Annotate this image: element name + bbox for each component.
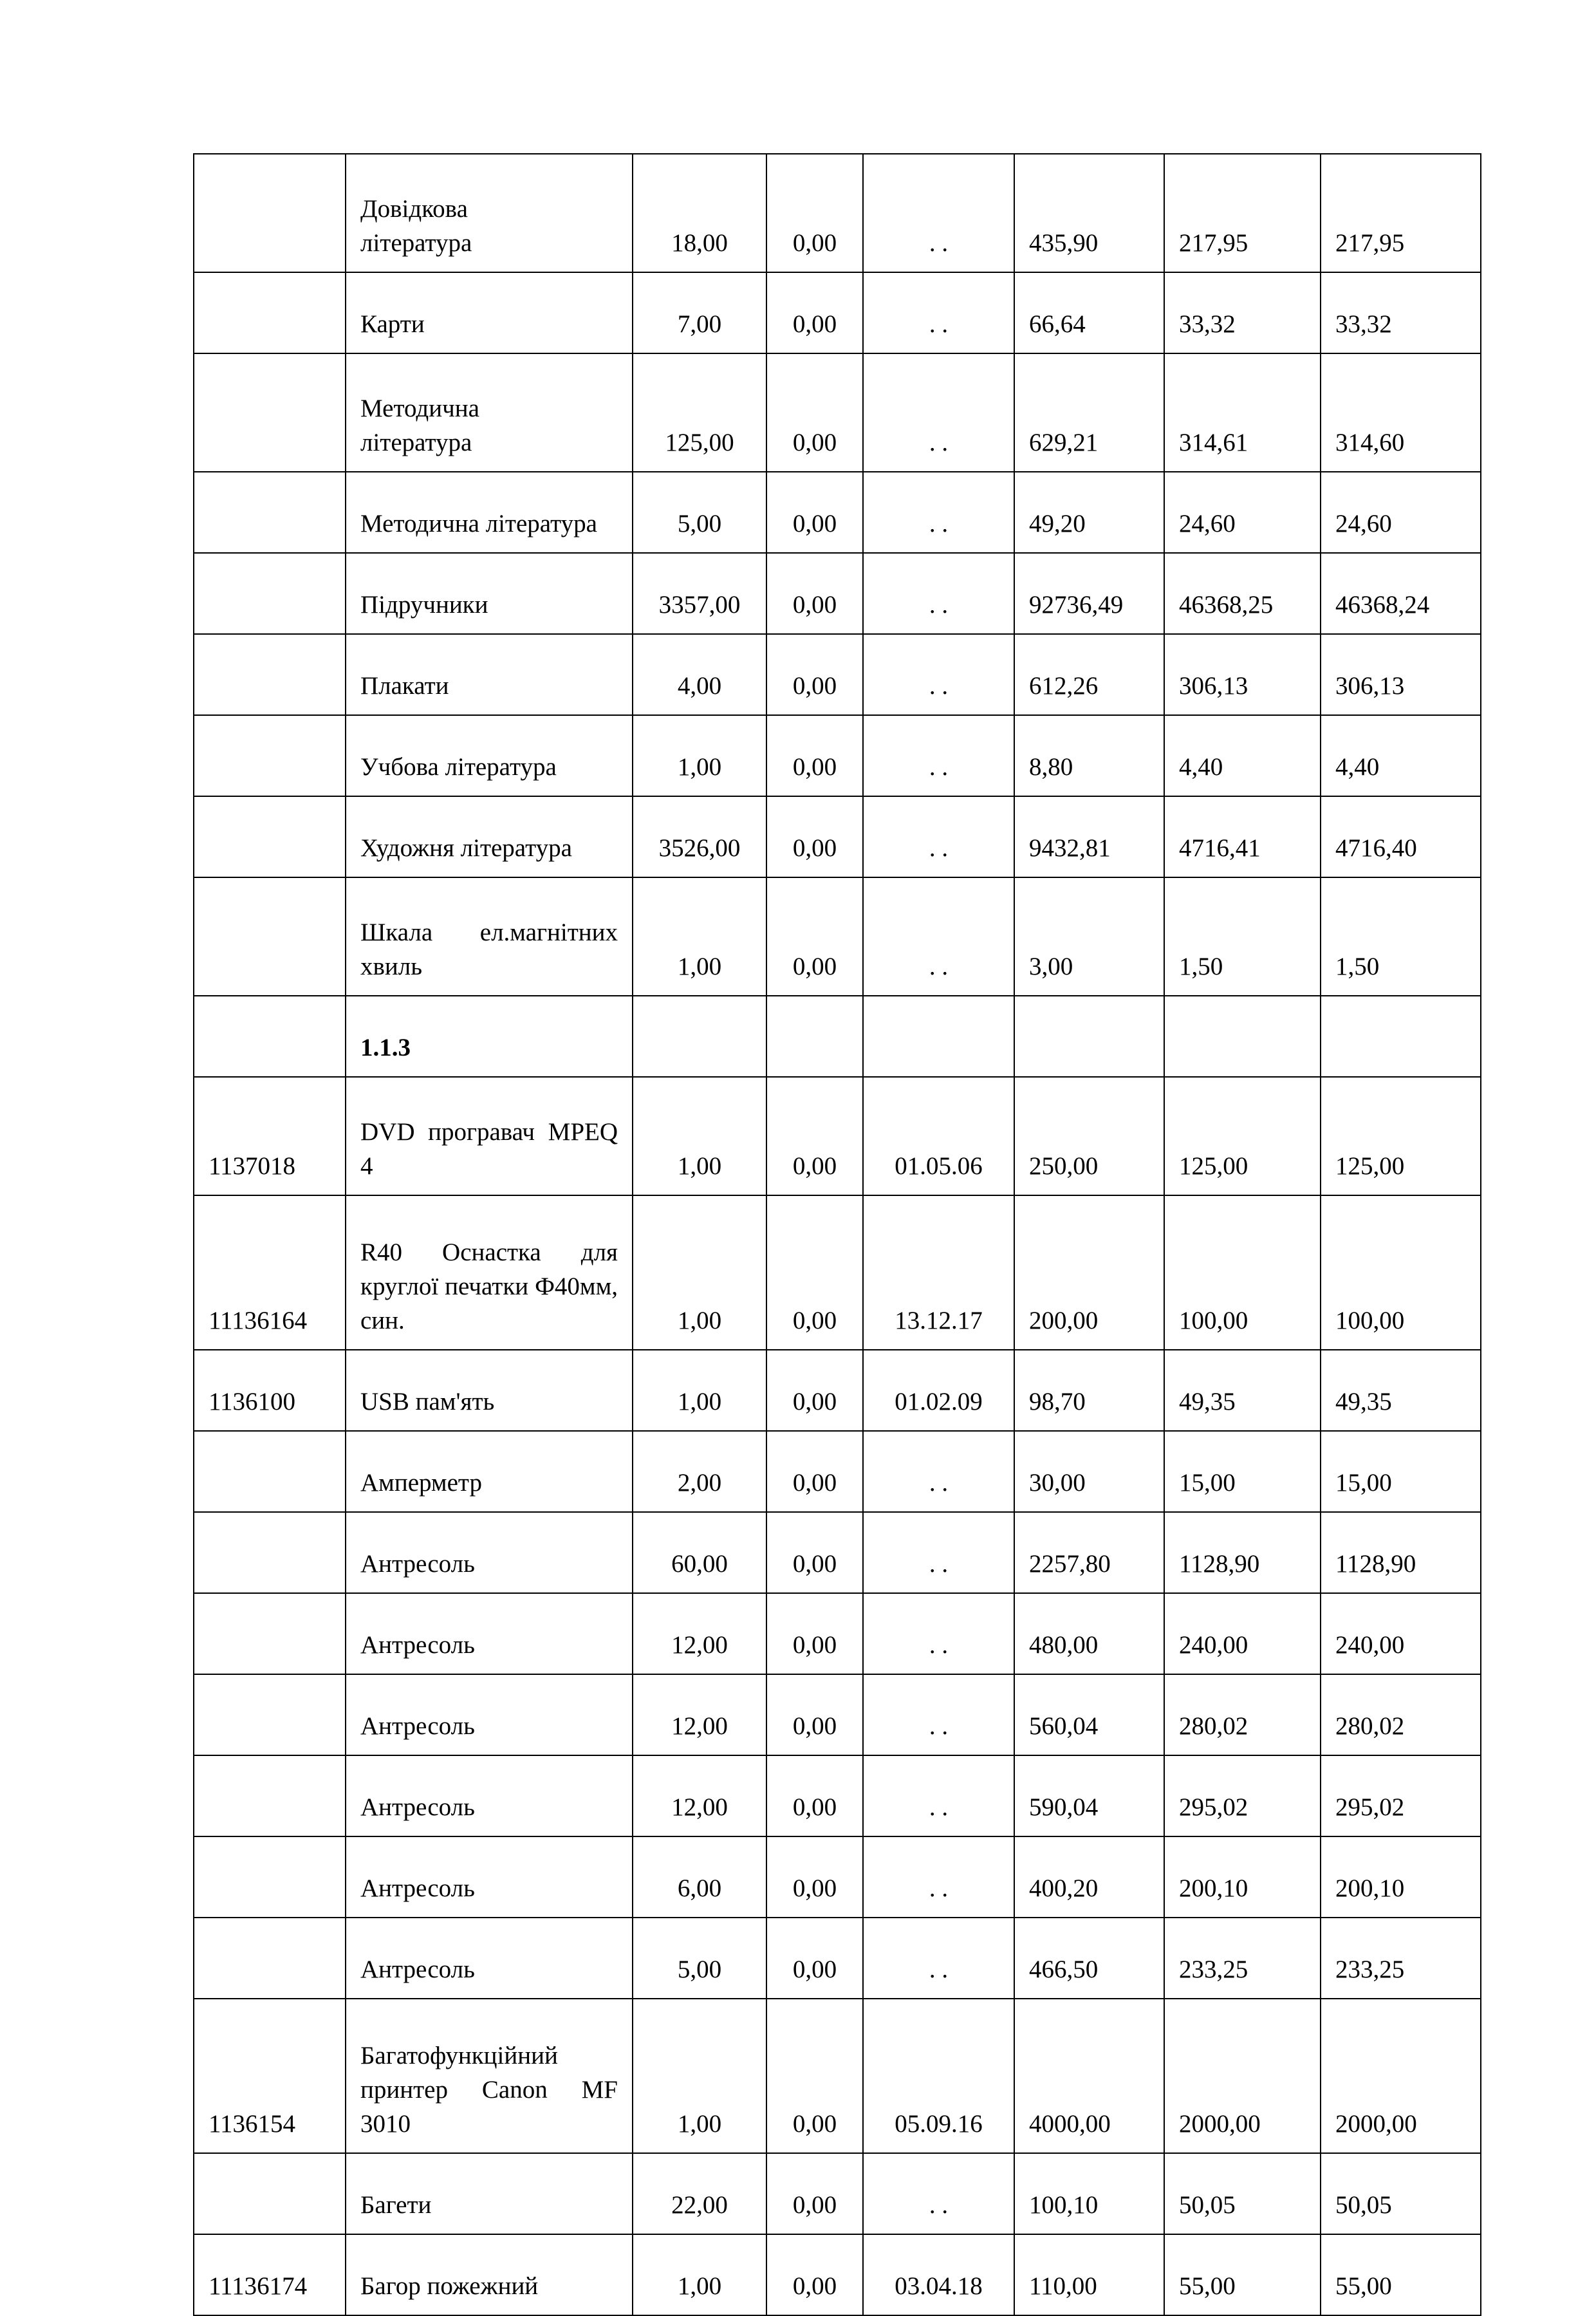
inventory-code-cell <box>194 715 346 796</box>
value-half-2-cell: 1128,90 <box>1321 1512 1481 1593</box>
quantity-extra-cell: 0,00 <box>766 2234 863 2315</box>
item-name-cell: Антресоль <box>346 1836 633 1918</box>
date-cell <box>863 996 1014 1077</box>
table-row <box>194 472 1481 553</box>
date-cell: 01.05.06 <box>863 1077 1014 1195</box>
total-value-cell: 200,00 <box>1014 1195 1164 1350</box>
inventory-code-cell: 1136100 <box>194 1350 346 1431</box>
inventory-code-cell: 1137018 <box>194 1077 346 1195</box>
date-cell: 05.09.16 <box>863 1999 1014 2153</box>
total-value-cell: 8,80 <box>1014 715 1164 796</box>
inventory-code-cell <box>194 1431 346 1512</box>
quantity-extra-cell: 0,00 <box>766 877 863 996</box>
value-half-2-cell: 33,32 <box>1321 272 1481 353</box>
value-half-1-cell: 306,13 <box>1164 634 1321 715</box>
value-half-1-cell: 1,50 <box>1164 877 1321 996</box>
quantity-extra-cell: 0,00 <box>766 1918 863 1999</box>
value-half-1-cell: 240,00 <box>1164 1593 1321 1674</box>
quantity-cell: 1,00 <box>633 1195 766 1350</box>
value-half-2-cell: 125,00 <box>1321 1077 1481 1195</box>
table-row <box>194 1755 1481 1836</box>
table-row <box>194 796 1481 877</box>
value-half-2-cell: 55,00 <box>1321 2234 1481 2315</box>
quantity-cell: 3526,00 <box>633 796 766 877</box>
item-name-cell: Амперметр <box>346 1431 633 1512</box>
quantity-extra-cell: 0,00 <box>766 1077 863 1195</box>
inventory-code-cell <box>194 1836 346 1918</box>
date-cell: . . <box>863 634 1014 715</box>
item-name-cell: Плакати <box>346 634 633 715</box>
value-half-1-cell: 4716,41 <box>1164 796 1321 877</box>
date-cell: . . <box>863 1593 1014 1674</box>
item-name-cell: USB пам'ять <box>346 1350 633 1431</box>
item-name-cell: Учбова література <box>346 715 633 796</box>
value-half-1-cell: 280,02 <box>1164 1674 1321 1755</box>
value-half-1-cell: 295,02 <box>1164 1755 1321 1836</box>
value-half-1-cell: 50,05 <box>1164 2153 1321 2234</box>
date-cell: . . <box>863 2153 1014 2234</box>
value-half-2-cell: 314,60 <box>1321 353 1481 472</box>
item-name-cell: Багор пожежний <box>346 2234 633 2315</box>
quantity-extra-cell: 0,00 <box>766 154 863 272</box>
total-value-cell: 250,00 <box>1014 1077 1164 1195</box>
total-value-cell: 466,50 <box>1014 1918 1164 1999</box>
item-name-cell: Багети <box>346 2153 633 2234</box>
total-value-cell: 49,20 <box>1014 472 1164 553</box>
quantity-extra-cell: 0,00 <box>766 2153 863 2234</box>
table-row <box>194 553 1481 634</box>
table-row <box>194 1350 1481 1431</box>
table-row <box>194 877 1481 996</box>
quantity-cell: 3357,00 <box>633 553 766 634</box>
value-half-2-cell: 15,00 <box>1321 1431 1481 1512</box>
total-value-cell: 629,21 <box>1014 353 1164 472</box>
total-value-cell: 9432,81 <box>1014 796 1164 877</box>
inventory-code-cell <box>194 272 346 353</box>
value-half-2-cell: 4,40 <box>1321 715 1481 796</box>
inventory-code-cell: 1136154 <box>194 1999 346 2153</box>
item-name-cell: Художня література <box>346 796 633 877</box>
date-cell: . . <box>863 1512 1014 1593</box>
date-cell: . . <box>863 1755 1014 1836</box>
value-half-1-cell: 1128,90 <box>1164 1512 1321 1593</box>
value-half-1-cell: 49,35 <box>1164 1350 1321 1431</box>
item-name-cell: DVD програвач MPEQ 4 <box>346 1077 633 1195</box>
quantity-cell: 2,00 <box>633 1431 766 1512</box>
value-half-2-cell: 100,00 <box>1321 1195 1481 1350</box>
value-half-2-cell: 200,10 <box>1321 1836 1481 1918</box>
inventory-table-body <box>194 154 1481 2315</box>
inventory-code-cell <box>194 1755 346 1836</box>
value-half-2-cell <box>1321 996 1481 1077</box>
value-half-1-cell: 46368,25 <box>1164 553 1321 634</box>
quantity-cell: 1,00 <box>633 877 766 996</box>
total-value-cell: 612,26 <box>1014 634 1164 715</box>
inventory-code-cell <box>194 1593 346 1674</box>
quantity-cell: 22,00 <box>633 2153 766 2234</box>
quantity-extra-cell: 0,00 <box>766 1195 863 1350</box>
quantity-cell: 18,00 <box>633 154 766 272</box>
inventory-code-cell <box>194 1674 346 1755</box>
quantity-extra-cell: 0,00 <box>766 715 863 796</box>
quantity-cell: 1,00 <box>633 1077 766 1195</box>
quantity-extra-cell: 0,00 <box>766 1999 863 2153</box>
item-name-cell: Довідкова література <box>346 154 633 272</box>
inventory-code-cell <box>194 553 346 634</box>
value-half-2-cell: 306,13 <box>1321 634 1481 715</box>
quantity-extra-cell: 0,00 <box>766 1755 863 1836</box>
quantity-cell: 5,00 <box>633 472 766 553</box>
table-row <box>194 1431 1481 1512</box>
date-cell: 01.02.09 <box>863 1350 1014 1431</box>
table-row <box>194 272 1481 353</box>
date-cell: 03.04.18 <box>863 2234 1014 2315</box>
value-half-2-cell: 233,25 <box>1321 1918 1481 1999</box>
section-header-row <box>194 996 1481 1077</box>
inventory-code-cell <box>194 796 346 877</box>
quantity-cell: 12,00 <box>633 1755 766 1836</box>
date-cell: . . <box>863 553 1014 634</box>
quantity-extra-cell: 0,00 <box>766 272 863 353</box>
total-value-cell: 30,00 <box>1014 1431 1164 1512</box>
inventory-code-cell <box>194 1512 346 1593</box>
quantity-cell: 12,00 <box>633 1674 766 1755</box>
total-value-cell: 480,00 <box>1014 1593 1164 1674</box>
total-value-cell: 3,00 <box>1014 877 1164 996</box>
quantity-extra-cell: 0,00 <box>766 1674 863 1755</box>
value-half-1-cell: 125,00 <box>1164 1077 1321 1195</box>
inventory-code-cell <box>194 877 346 996</box>
table-row <box>194 353 1481 472</box>
total-value-cell: 400,20 <box>1014 1836 1164 1918</box>
quantity-cell: 1,00 <box>633 2234 766 2315</box>
total-value-cell: 435,90 <box>1014 154 1164 272</box>
quantity-extra-cell: 0,00 <box>766 1512 863 1593</box>
inventory-code-cell <box>194 2153 346 2234</box>
total-value-cell: 100,10 <box>1014 2153 1164 2234</box>
date-cell: . . <box>863 272 1014 353</box>
quantity-extra-cell: 0,00 <box>766 1836 863 1918</box>
value-half-1-cell: 33,32 <box>1164 272 1321 353</box>
quantity-extra-cell: 0,00 <box>766 553 863 634</box>
quantity-cell: 4,00 <box>633 634 766 715</box>
item-name-cell: Методична література <box>346 472 633 553</box>
table-row <box>194 2234 1481 2315</box>
quantity-cell: 7,00 <box>633 272 766 353</box>
quantity-extra-cell: 0,00 <box>766 796 863 877</box>
item-name-cell: Антресоль <box>346 1674 633 1755</box>
value-half-1-cell: 24,60 <box>1164 472 1321 553</box>
quantity-cell: 12,00 <box>633 1593 766 1674</box>
quantity-extra-cell: 0,00 <box>766 1593 863 1674</box>
date-cell: . . <box>863 353 1014 472</box>
item-name-cell: Антресоль <box>346 1512 633 1593</box>
quantity-extra-cell: 0,00 <box>766 1350 863 1431</box>
value-half-2-cell: 4716,40 <box>1321 796 1481 877</box>
quantity-extra-cell: 0,00 <box>766 634 863 715</box>
value-half-1-cell: 2000,00 <box>1164 1999 1321 2153</box>
inventory-code-cell <box>194 472 346 553</box>
table-row <box>194 1593 1481 1674</box>
total-value-cell: 98,70 <box>1014 1350 1164 1431</box>
quantity-extra-cell: 0,00 <box>766 1431 863 1512</box>
value-half-1-cell: 4,40 <box>1164 715 1321 796</box>
value-half-2-cell: 46368,24 <box>1321 553 1481 634</box>
inventory-code-cell <box>194 1918 346 1999</box>
total-value-cell: 4000,00 <box>1014 1999 1164 2153</box>
value-half-1-cell: 217,95 <box>1164 154 1321 272</box>
date-cell: . . <box>863 154 1014 272</box>
value-half-1-cell: 55,00 <box>1164 2234 1321 2315</box>
quantity-extra-cell <box>766 996 863 1077</box>
date-cell: . . <box>863 1674 1014 1755</box>
item-name-cell: Шкала ел.магнітних хвиль <box>346 877 633 996</box>
date-cell: . . <box>863 715 1014 796</box>
value-half-2-cell: 50,05 <box>1321 2153 1481 2234</box>
date-cell: . . <box>863 1431 1014 1512</box>
table-row <box>194 715 1481 796</box>
item-name-cell: Карти <box>346 272 633 353</box>
date-cell: . . <box>863 877 1014 996</box>
inventory-table <box>193 153 1481 2316</box>
table-row <box>194 1077 1481 1195</box>
quantity-cell <box>633 996 766 1077</box>
item-name-cell: Антресоль <box>346 1918 633 1999</box>
quantity-cell: 5,00 <box>633 1918 766 1999</box>
total-value-cell: 92736,49 <box>1014 553 1164 634</box>
value-half-2-cell: 280,02 <box>1321 1674 1481 1755</box>
total-value-cell: 560,04 <box>1014 1674 1164 1755</box>
quantity-cell: 1,00 <box>633 1350 766 1431</box>
item-name-cell: Методична література <box>346 353 633 472</box>
table-row <box>194 634 1481 715</box>
item-name-cell: Антресоль <box>346 1593 633 1674</box>
item-name-cell: Підручники <box>346 553 633 634</box>
table-row <box>194 154 1481 272</box>
quantity-extra-cell: 0,00 <box>766 353 863 472</box>
table-row <box>194 1836 1481 1918</box>
quantity-cell: 1,00 <box>633 1999 766 2153</box>
item-name-cell: Антресоль <box>346 1755 633 1836</box>
value-half-1-cell: 200,10 <box>1164 1836 1321 1918</box>
value-half-2-cell: 24,60 <box>1321 472 1481 553</box>
value-half-1-cell: 314,61 <box>1164 353 1321 472</box>
quantity-cell: 1,00 <box>633 715 766 796</box>
inventory-code-cell <box>194 996 346 1077</box>
value-half-1-cell <box>1164 996 1321 1077</box>
value-half-1-cell: 100,00 <box>1164 1195 1321 1350</box>
total-value-cell <box>1014 996 1164 1077</box>
total-value-cell: 110,00 <box>1014 2234 1164 2315</box>
quantity-cell: 60,00 <box>633 1512 766 1593</box>
inventory-code-cell <box>194 353 346 472</box>
value-half-1-cell: 15,00 <box>1164 1431 1321 1512</box>
table-row <box>194 1512 1481 1593</box>
total-value-cell: 590,04 <box>1014 1755 1164 1836</box>
value-half-2-cell: 2000,00 <box>1321 1999 1481 2153</box>
quantity-cell: 125,00 <box>633 353 766 472</box>
value-half-2-cell: 240,00 <box>1321 1593 1481 1674</box>
inventory-code-cell <box>194 634 346 715</box>
table-row <box>194 1999 1481 2153</box>
table-row <box>194 1674 1481 1755</box>
table-row <box>194 2153 1481 2234</box>
inventory-code-cell: 11136164 <box>194 1195 346 1350</box>
value-half-2-cell: 49,35 <box>1321 1350 1481 1431</box>
date-cell: . . <box>863 1918 1014 1999</box>
date-cell: 13.12.17 <box>863 1195 1014 1350</box>
item-name-cell: Багатофункційний принтер Canon MF 3010 <box>346 1999 633 2153</box>
date-cell: . . <box>863 796 1014 877</box>
date-cell: . . <box>863 472 1014 553</box>
table-row <box>194 1918 1481 1999</box>
total-value-cell: 2257,80 <box>1014 1512 1164 1593</box>
quantity-cell: 6,00 <box>633 1836 766 1918</box>
value-half-2-cell: 295,02 <box>1321 1755 1481 1836</box>
value-half-1-cell: 233,25 <box>1164 1918 1321 1999</box>
inventory-code-cell <box>194 154 346 272</box>
total-value-cell: 66,64 <box>1014 272 1164 353</box>
value-half-2-cell: 217,95 <box>1321 154 1481 272</box>
inventory-code-cell: 11136174 <box>194 2234 346 2315</box>
date-cell: . . <box>863 1836 1014 1918</box>
table-row <box>194 1195 1481 1350</box>
item-name-cell: R40 Оснастка для круглої печатки Ф40мм, син. <box>346 1195 633 1350</box>
value-half-2-cell: 1,50 <box>1321 877 1481 996</box>
quantity-extra-cell: 0,00 <box>766 472 863 553</box>
item-name-cell: 1.1.3 <box>346 996 633 1077</box>
